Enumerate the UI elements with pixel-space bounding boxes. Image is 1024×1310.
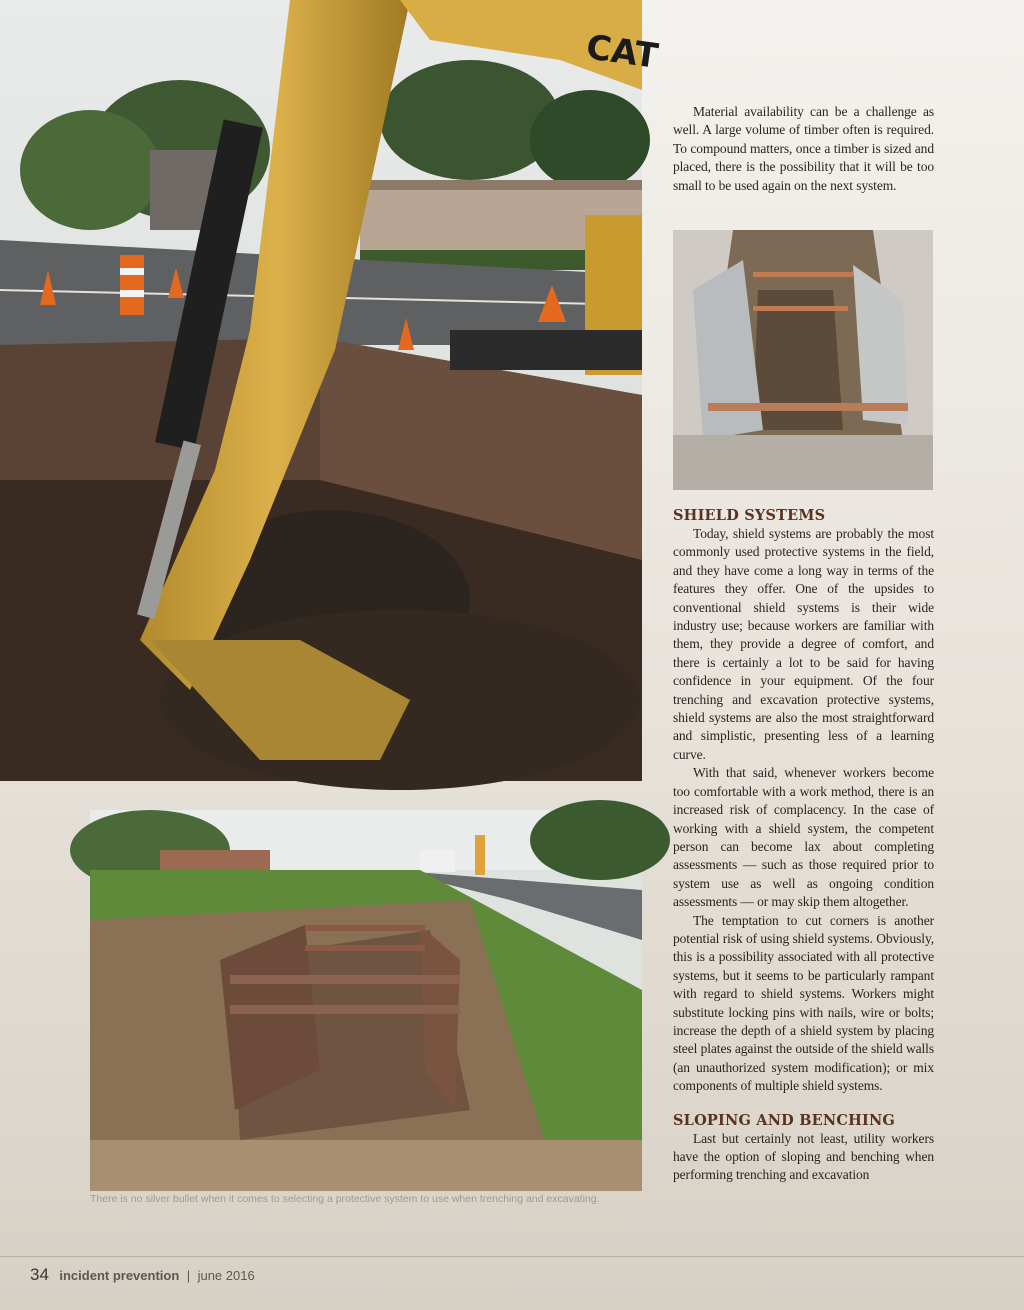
intro-column bbox=[673, 103, 934, 195]
issue-date: june 2016 bbox=[197, 1268, 255, 1283]
photo-caption: There is no silver bullet when it comes to selecting a protective system to use when trenching and excavating. bbox=[90, 1193, 600, 1205]
footer-divider bbox=[0, 1256, 1024, 1257]
excavator-photo bbox=[0, 0, 661, 781]
sloping-paragraph: Last but certainly not least, utility workers have the option of sloping and benching when performing trenching and excavation bbox=[673, 1130, 934, 1183]
shield-paragraph-1: Today, shield systems are probably the most commonly used protective systems in the field, and they have come a long way in terms of the features they offer. One of the upsides to conventional shield systems is their wide industry use; because workers are familiar with them, they provide a degree of comfort, and there is certainly a lot to be said for having confidence in your equipment. Of the four trenching and excavation protective systems, shield systems are also the most straightforward and simplistic, presenting less of a learning curve. bbox=[673, 526, 934, 762]
roadside-trench-box-photo bbox=[90, 810, 642, 1191]
shield-systems-heading: SHIELD SYSTEMS bbox=[673, 507, 826, 524]
shield-paragraph-2: With that said, whenever workers become too comfortable with a work method, there is an increased risk of complacency. In the case of working with a shield system, the competent person can become lax about completing assessments — such as those required prior to system use as well as ongoing condition assessments — or may skip them altogether. bbox=[673, 765, 934, 910]
magazine-name: incident prevention bbox=[59, 1268, 180, 1283]
aluminum-shield-photo bbox=[673, 230, 933, 490]
page-number: 34 bbox=[30, 1265, 49, 1284]
intro-paragraph: Material availability can be a challenge as well. A large volume of timber often is required. To compound matters, once a timber is sized and placed, there is the possibility that it will be too small to be used again on the next system. bbox=[673, 104, 934, 193]
footer-separator: | bbox=[186, 1268, 191, 1283]
page-footer bbox=[30, 1265, 255, 1285]
sloping-benching-heading: SLOPING AND BENCHING bbox=[673, 1111, 896, 1129]
cat-logo: CAT bbox=[583, 27, 661, 77]
shield-paragraph-3: The temptation to cut corners is another potential risk of using shield systems. Obviously, this is a possibility associated with all protective systems, but it seems to be particularly rampant with regard to shield systems. Workers might substitute locking pins with nails, wire or bolts; increase the depth of a shield system by placing steel plates against the outside of the shield walls (an unauthorized system modification); or mix components of multiple shield systems. bbox=[673, 912, 934, 1094]
shield-systems-section bbox=[673, 507, 934, 1185]
